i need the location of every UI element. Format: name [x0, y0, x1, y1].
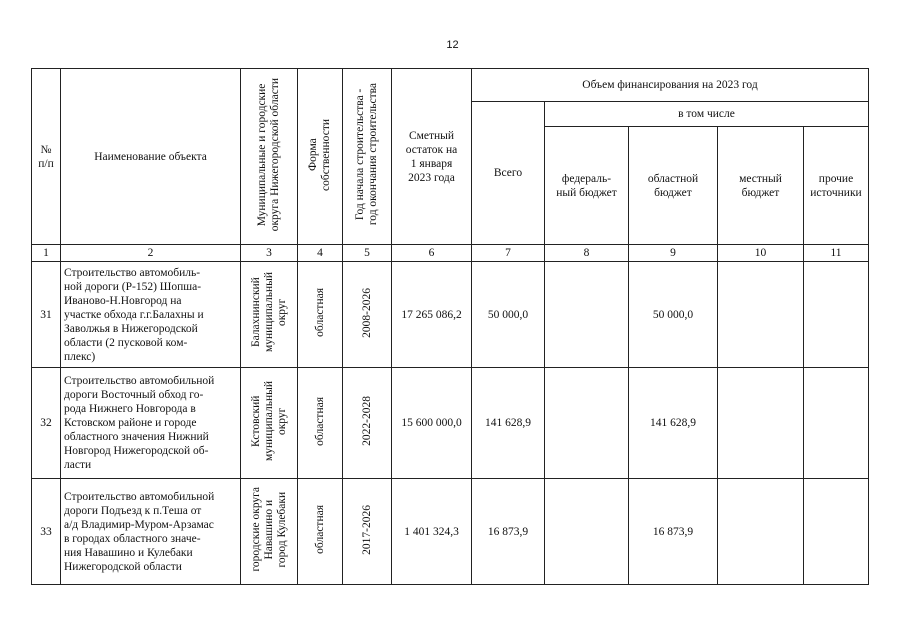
column-number: 10	[718, 245, 804, 262]
row-ownership-cell	[298, 262, 343, 368]
row-object-name: Строительство автомобильной дороги Подъезд к п.Теша от а/д Владимир-Муром-Арзамас в городах областного значе- ния Навашино и Кулебаки Нижегородской области	[61, 479, 241, 585]
row-ownership: областная	[313, 396, 326, 446]
header-years-cell	[343, 69, 392, 245]
row-no: 31	[32, 262, 61, 368]
header-no: № п/п	[32, 69, 61, 245]
column-number: 1	[32, 245, 61, 262]
column-number: 3	[241, 245, 298, 262]
column-number: 2	[61, 245, 241, 262]
page-number: 12	[446, 39, 459, 51]
header-district-cell	[241, 69, 298, 245]
column-number: 6	[392, 245, 472, 262]
header-row-1	[32, 69, 869, 102]
row-local	[718, 262, 804, 368]
row-object-name: Строительство автомобиль- ной дороги (Р-152) Шопша- Иваново-Н.Новгород на участке обхода г.г.Балахны и Заволжья в Нижегородской области (2 пусковой ком- плекс)	[61, 262, 241, 368]
row-federal	[545, 479, 629, 585]
column-number: 8	[545, 245, 629, 262]
header-funding: Объем финансирования на 2023 год	[472, 69, 869, 102]
row-district: городские округа Навашино и город Кулебаки	[249, 487, 288, 572]
row-district: Балахнинский муниципальный округ	[249, 272, 288, 353]
header-federal: федераль- ный бюджет	[545, 127, 629, 245]
row-district-cell	[241, 368, 298, 479]
row-regional: 50 000,0	[629, 262, 718, 368]
row-years-cell	[343, 479, 392, 585]
header-years: Год начала строительства - год окончания строительства	[354, 83, 379, 226]
header-estimate: Сметный остаток на 1 января 2023 года	[392, 69, 472, 245]
row-no: 33	[32, 479, 61, 585]
financing-table	[31, 68, 869, 585]
row-estimate: 17 265 086,2	[392, 262, 472, 368]
row-years: 2008-2026	[360, 287, 373, 338]
header-including: в том числе	[545, 102, 869, 127]
row-local	[718, 479, 804, 585]
header-district: Муниципальные и городские округа Нижегородской области	[256, 77, 281, 232]
row-ownership: областная	[313, 505, 326, 554]
table-row	[32, 262, 869, 368]
row-total: 141 628,9	[472, 368, 545, 479]
column-number: 11	[804, 245, 869, 262]
row-estimate: 1 401 324,3	[392, 479, 472, 585]
row-estimate: 15 600 000,0	[392, 368, 472, 479]
row-district-cell	[241, 262, 298, 368]
column-number: 9	[629, 245, 718, 262]
header-ownership: Форма собственности	[307, 118, 332, 191]
row-years: 2017-2026	[360, 504, 373, 555]
row-no: 32	[32, 368, 61, 479]
header-local: местный бюджет	[718, 127, 804, 245]
row-object-name: Строительство автомобильной дороги Восточный обход го- рода Нижнего Новгорода в Кстовском районе и городе областного значения Нижний Новгород Нижегородской об- ласти	[61, 368, 241, 479]
header-total: Всего	[472, 102, 545, 245]
column-number: 7	[472, 245, 545, 262]
row-years: 2022-2028	[360, 396, 373, 446]
row-other	[804, 368, 869, 479]
row-regional: 141 628,9	[629, 368, 718, 479]
row-ownership-cell	[298, 368, 343, 479]
row-other	[804, 262, 869, 368]
header-other: прочие источники	[804, 127, 869, 245]
header-ownership-cell	[298, 69, 343, 245]
table-row	[32, 479, 869, 585]
column-number: 4	[298, 245, 343, 262]
column-number-row	[32, 245, 869, 262]
table-row	[32, 368, 869, 479]
row-district: Кстовский муниципальный округ	[249, 380, 288, 462]
row-district-cell	[241, 479, 298, 585]
row-ownership-cell	[298, 479, 343, 585]
row-years-cell	[343, 368, 392, 479]
row-years-cell	[343, 262, 392, 368]
row-federal	[545, 262, 629, 368]
row-regional: 16 873,9	[629, 479, 718, 585]
column-number: 5	[343, 245, 392, 262]
row-local	[718, 368, 804, 479]
row-total: 16 873,9	[472, 479, 545, 585]
header-regional: областной бюджет	[629, 127, 718, 245]
row-other	[804, 479, 869, 585]
row-total: 50 000,0	[472, 262, 545, 368]
row-federal	[545, 368, 629, 479]
header-object-name: Наименование объекта	[61, 69, 241, 245]
row-ownership: областная	[313, 288, 326, 337]
